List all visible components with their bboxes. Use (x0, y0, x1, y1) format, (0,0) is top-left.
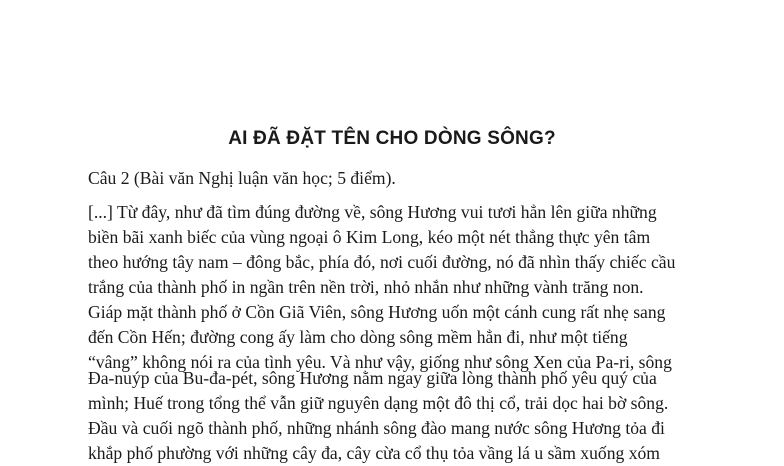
text-line: Giáp mặt thành phố ở Cồn Giã Viên, sông Hương uốn một cánh cung rất nhẹ sang (88, 302, 666, 322)
text-line: Đầu và cuối ngõ thành phố, những nhánh sông đào mang nước sông Hương tỏa đi (88, 418, 665, 438)
text-line: mình; Huế trong tổng thể vẫn giữ nguyên dạng một đô thị cổ, trải dọc hai bờ sông. (88, 393, 669, 413)
text-line: “vâng” không nói ra của tình yêu. Và như vậy, giống như sông Xen của Pa-ri, sông (88, 352, 672, 372)
text-line: đến Cồn Hến; đường cong ấy làm cho dòng sông mềm hẳn đi, như một tiếng (88, 327, 628, 347)
text-line: trắng của thành phố in ngần trên nền trời, nhỏ nhắn như những vành trăng non. (88, 277, 644, 297)
text-line: Đa-nuýp của Bu-đa-pét, sông Hương nằm ngay giữa lòng thành phố yêu quý của (88, 368, 657, 388)
question-heading: Câu 2 (Bài văn Nghị luận văn học; 5 điểm). (88, 168, 396, 188)
text-line: khắp phố phường với những cây đa, cây cừa cổ thụ tỏa vầng lá u sầm xuống xóm (88, 443, 660, 463)
paragraph-1 (88, 200, 675, 375)
paragraph-2 (88, 366, 668, 466)
text-line: theo hướng tây nam – đông bắc, phía đó, nơi cuối đường, nó đã nhìn thấy chiếc cầu (88, 252, 676, 272)
text-line: [...] Từ đây, như đã tìm đúng đường về, sông Hương vui tươi hẳn lên giữa những (88, 202, 657, 222)
document-title: AI ĐÃ ĐẶT TÊN CHO DÒNG SÔNG? (228, 128, 556, 149)
text-line: biền bãi xanh biếc của vùng ngoại ô Kim Long, kéo một nét thẳng thực yên tâm (88, 227, 651, 247)
